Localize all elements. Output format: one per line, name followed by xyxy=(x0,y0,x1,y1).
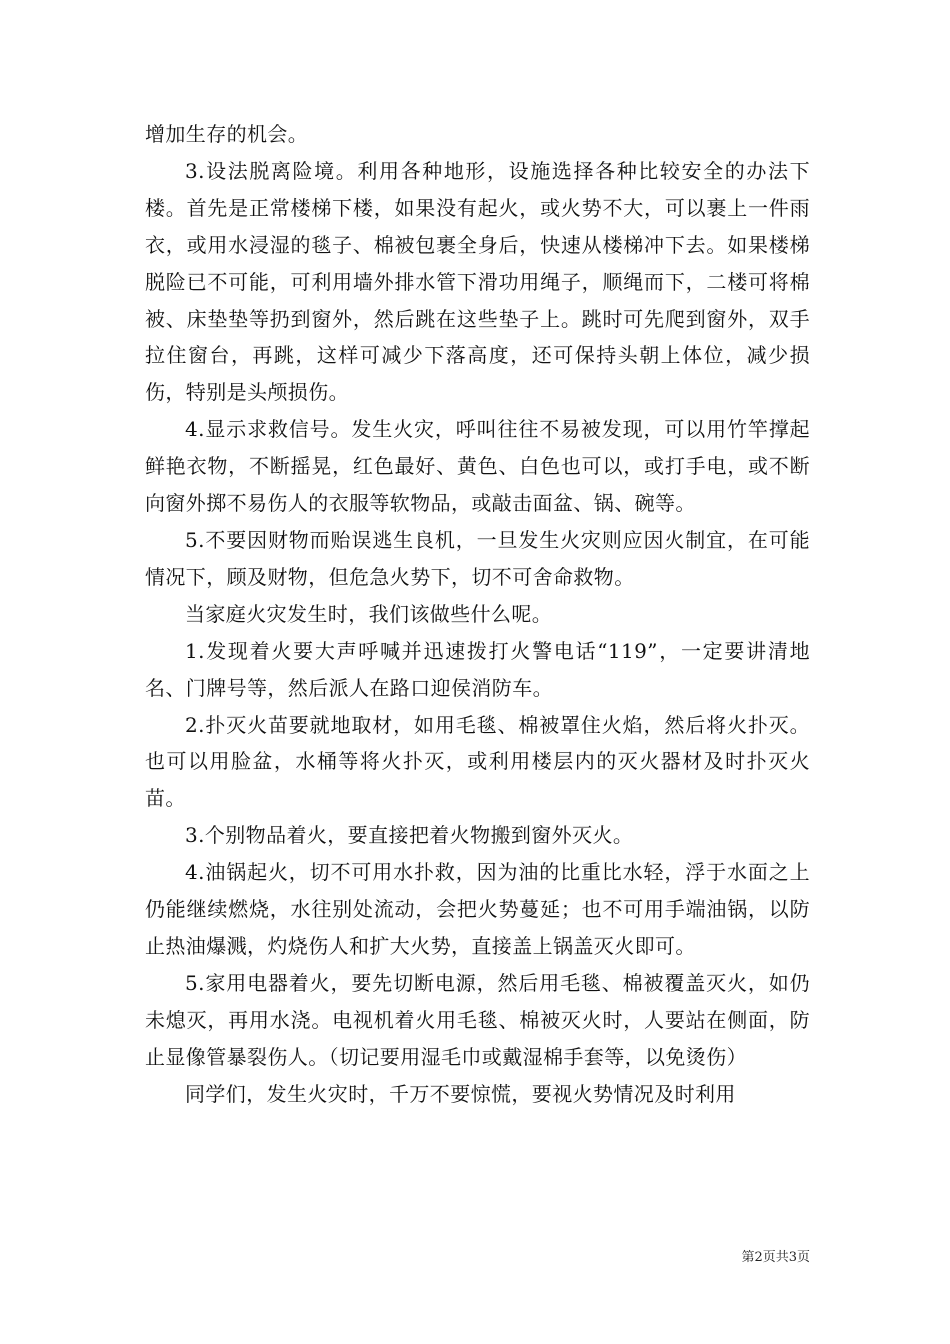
paragraph: 同学们，发生火灾时，千万不要惊慌，要视火势情况及时利用 xyxy=(185,1081,736,1106)
paragraph: 5.家用电器着火，要先切断电源，然后用毛毯、棉被覆盖灭火，如仍未熄灭，再用水浇。电视机着火用毛毯、棉被灭火时，人要站在侧面，防止显像管暴裂伤人。（切记要用湿毛巾或戴湿棉手套等，以免烫伤） xyxy=(145,970,810,1069)
paragraph: 增加生存的机会。 xyxy=(145,122,309,146)
document-body xyxy=(145,116,810,1112)
paragraph: 2.扑灭火苗要就地取材，如用毛毯、棉被罩住火焰，然后将火扑灭。也可以用脸盆，水桶等将火扑灭，或利用楼层内的灭火器材及时扑灭火苗。 xyxy=(145,712,810,811)
paragraph: 3.设法脱离险境。利用各种地形，设施选择各种比较安全的办法下楼。首先是正常楼梯下楼，如果没有起火，或火势不大，可以裹上一件雨衣，或用水浸湿的毯子、棉被包裹全身后，快速从楼梯冲下去。如果楼梯脱险已不可能，可利用墙外排水管下滑功用绳子，顺绳而下，二楼可将棉被、床垫垫等扔到窗外，然后跳在这些垫子上。跳时可先爬到窗外，双手拉住窗台，再跳，这样可减少下落高度，还可保持头朝上体位，减少损伤，特别是头颅损伤。 xyxy=(145,158,810,405)
paragraph: 3.个别物品着火，要直接把着火物搬到窗外灭火。 xyxy=(185,823,634,848)
paragraph: 4.油锅起火，切不可用水扑救，因为油的比重比水轻，浮于水面之上仍能继续燃烧，水往别处流动，会把火势蔓延；也不可用手端油锅，以防止热油爆溅，灼烧伤人和扩大火势，直接盖上锅盖灭火即可。 xyxy=(145,860,810,958)
page-number-footer: 第2页共3页 xyxy=(741,1250,810,1265)
paragraph: 1.发现着火要大声呼喊并迅速拨打火警电话“119”，一定要讲清地名、门牌号等，然后派人在路口迎侯消防车。 xyxy=(145,638,810,700)
paragraph: 4.显示求救信号。发生火灾，呼叫往往不易被发现，可以用竹竿撑起鲜艳衣物，不断摇晃，红色最好、黄色、白色也可以，或打手电，或不断向窗外掷不易伤人的衣服等软物品，或敲击面盆、锅、碗等。 xyxy=(145,417,810,516)
paragraph: 5.不要因财物而贻误逃生良机，一旦发生火灾则应因火制宜，在可能情况下，顾及财物，但危急火势下，切不可舍命救物。 xyxy=(145,527,810,589)
paragraph: 当家庭火灾发生时，我们该做些什么呢。 xyxy=(185,601,553,626)
